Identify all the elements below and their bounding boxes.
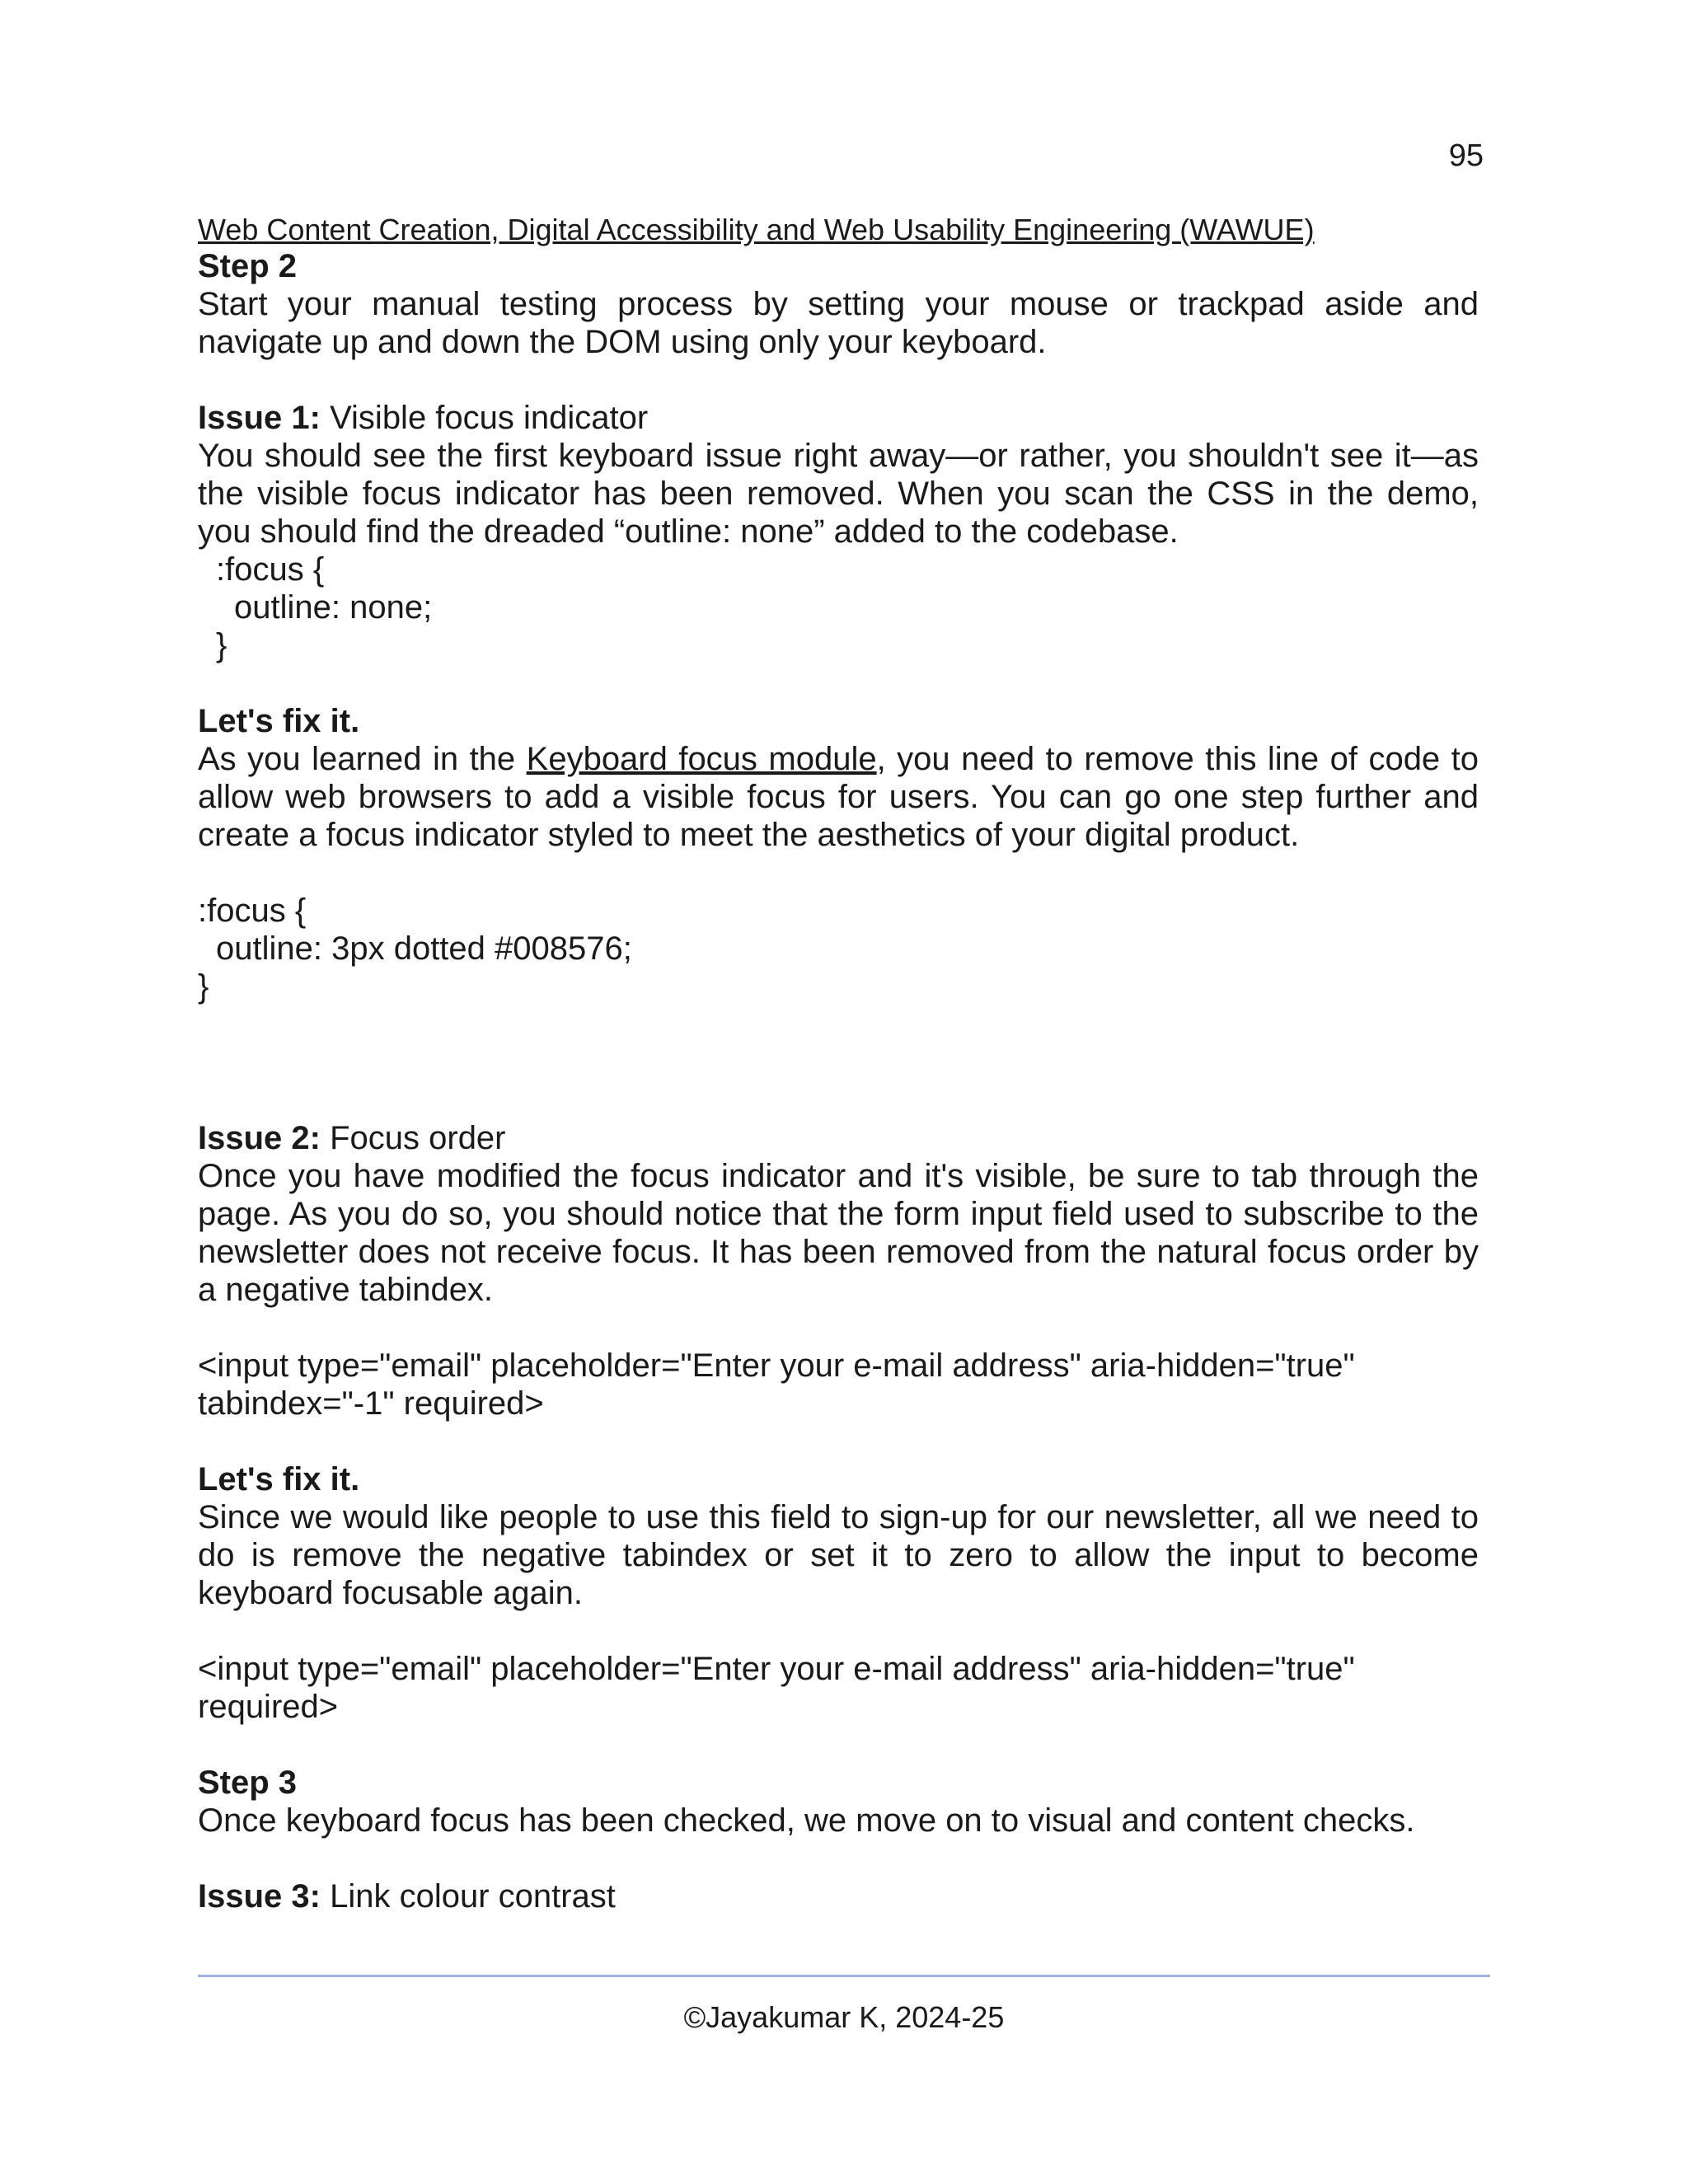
issue-2-label: Issue 2: bbox=[198, 1120, 321, 1156]
issue-1-text: You should see the first keyboard issue right away—or rather, you shouldn't see it—as the visible focus indicator has been removed. When you scan the CSS in the demo, you should find the dreaded “outline: none” added to the codebase. bbox=[198, 438, 1479, 550]
running-header: Web Content Creation, Digital Accessibility and Web Usability Engineering (WAWUE) bbox=[198, 213, 1315, 246]
issue-1-heading bbox=[198, 399, 1479, 437]
issue-2-text: Once you have modified the focus indicator and it's visible, be sure to tab through the page. As you do so, you should notice that the form input field used to subscribe to the newsletter does not receive focus. It has been removed from the natural focus order by a negative tabindex. bbox=[198, 1158, 1479, 1308]
code-line: } bbox=[216, 627, 227, 663]
issue-2-fix-heading: Let's fix it. bbox=[198, 1461, 360, 1497]
issue-3-heading bbox=[198, 1877, 1479, 1915]
issue-2-heading bbox=[198, 1119, 1479, 1157]
issue-1-fix-heading: Let's fix it. bbox=[198, 703, 360, 739]
code-line: required> bbox=[198, 1689, 339, 1725]
footer-divider bbox=[198, 1975, 1490, 1977]
issue-2-title: Focus order bbox=[320, 1120, 506, 1156]
code-line: <input type="email" placeholder="Enter your e-mail address" aria-hidden="true" bbox=[198, 1651, 1355, 1687]
step-3-text: Once keyboard focus has been checked, we move on to visual and content checks. bbox=[198, 1802, 1415, 1839]
step-3-heading: Step 3 bbox=[198, 1765, 298, 1801]
page-content bbox=[198, 213, 1479, 1915]
step-2-heading: Step 2 bbox=[198, 248, 298, 284]
issue-2-fix-text: Since we would like people to use this field to sign-up for our newsletter, all we need to do is remove the negative tabindex or set it to zero to allow the input to become keyboard focusable again. bbox=[198, 1499, 1479, 1611]
code-line: outline: 3px dotted #008576; bbox=[216, 930, 632, 967]
code-line: :focus { bbox=[216, 551, 325, 588]
code-line: <input type="email" placeholder="Enter your e-mail address" aria-hidden="true" bbox=[198, 1347, 1355, 1384]
code-line: } bbox=[198, 968, 209, 1005]
issue-1-label: Issue 1: bbox=[198, 400, 321, 436]
step-2-text: Start your manual testing process by setting your mouse or trackpad aside and navigate up and down the DOM using only your keyboard. bbox=[198, 286, 1479, 360]
code-line: outline: none; bbox=[234, 589, 433, 626]
issue-3-label: Issue 3: bbox=[198, 1878, 321, 1915]
fix-text-after: , you need to remove this line of code to allow web browsers to add a visible focus for users. You can go one step further and create a focus indicator styled to meet the aesthetics of your digital product. bbox=[198, 741, 1479, 853]
keyboard-focus-module-link[interactable]: Keyboard focus module bbox=[526, 741, 877, 777]
issue-1-title: Visible focus indicator bbox=[320, 400, 649, 436]
footer-copyright: ©Jayakumar K, 2024-25 bbox=[683, 2000, 1005, 2034]
page-number: 95 bbox=[1448, 138, 1484, 173]
issue-3-title: Link colour contrast bbox=[320, 1878, 616, 1915]
fix-text-before: As you learned in the bbox=[198, 741, 527, 777]
code-line: :focus { bbox=[198, 893, 307, 929]
issue-1-fix-text bbox=[198, 740, 1479, 854]
code-line: tabindex="-1" required> bbox=[198, 1385, 544, 1422]
